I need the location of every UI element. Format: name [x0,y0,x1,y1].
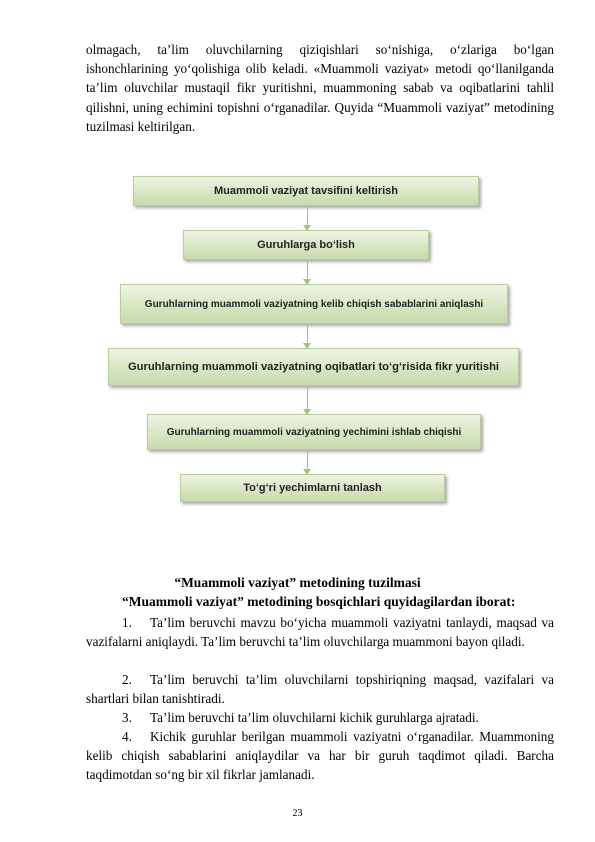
list-item [86,613,554,651]
flow-step-1: Muammoli vaziyat tavsifini keltirish [133,176,479,206]
list-item [86,727,554,785]
list-item [86,670,554,708]
item-number: 4. [122,729,132,744]
item-number: 3. [122,710,132,725]
item-number: 2. [122,672,132,687]
flow-step-3: Guruhlarning muammoli vaziyatning kelib chiqish sabablarini aniqlashi [120,284,508,324]
intro-paragraph: olmagach, ta’lim oluvchilarning qiziqishlari so‘nishiga, o‘zlariga bo‘lgan ishonchlarining yo‘qolishiga olib keladi. «Muammoli vaziyat» metodi qo‘llanilganda ta’lim oluvchilar mustaqil fikr yuritishni, muammoning sabab va oqibatlarini tahlil qilishni, uning echimini topishni o‘rganadilar. Quyida “Muammoli vaziyat” metodining tuzilmasi keltirilgan. [86,42,554,134]
flow-arrow [307,260,308,280]
flow-arrow [307,324,308,344]
steps-heading: “Muammoli vaziyat” metodining bosqichlari quyidagilardan iborat: [122,594,516,609]
page-number: 23 [292,808,303,819]
item-text: Ta’lim beruvchi mavzu bo‘yicha muammoli vaziyatni tanlaydi, maqsad va vazifalarni aniqlaydi. Ta’lim beruvchi ta’lim oluvchilarga muammoni bayon qiladi. [86,615,554,650]
item-text: Ta’lim beruvchi ta’lim oluvchilarni topshiriqning maqsad, vazifalari va shartlari bilan tanishtiradi. [86,672,554,707]
item-number: 1. [122,615,132,630]
flow-arrow [307,450,308,470]
flow-arrow [307,206,308,226]
flow-step-5: Guruhlarning muammoli vaziyatning yechimini ishlab chiqishi [147,414,481,450]
flow-step-6: To‘g‘ri yechimlarni tanlash [180,474,445,502]
list-item [86,708,554,727]
item-text: Ta’lim beruvchi ta’lim oluvchilarni kichik guruhlarga ajratadi. [150,710,479,725]
flow-step-2: Guruhlarga bo‘lish [183,230,429,260]
diagram-caption: “Muammoli vaziyat” metodining tuzilmasi [174,575,421,590]
item-text: Kichik guruhlar berilgan muammoli vaziyatni o‘rganadilar. Muammoning kelib chiqish sabablarini aniqlaydilar va har bir guruh taqdimot qiladi. Barcha taqdimotdan so‘ng bir xil fikrlar jamlanadi. [86,729,554,783]
flow-arrow [307,386,308,410]
flow-step-4: Guruhlarning muammoli vaziyatning oqibatlari to‘g‘risida fikr yuritishi [108,348,519,386]
